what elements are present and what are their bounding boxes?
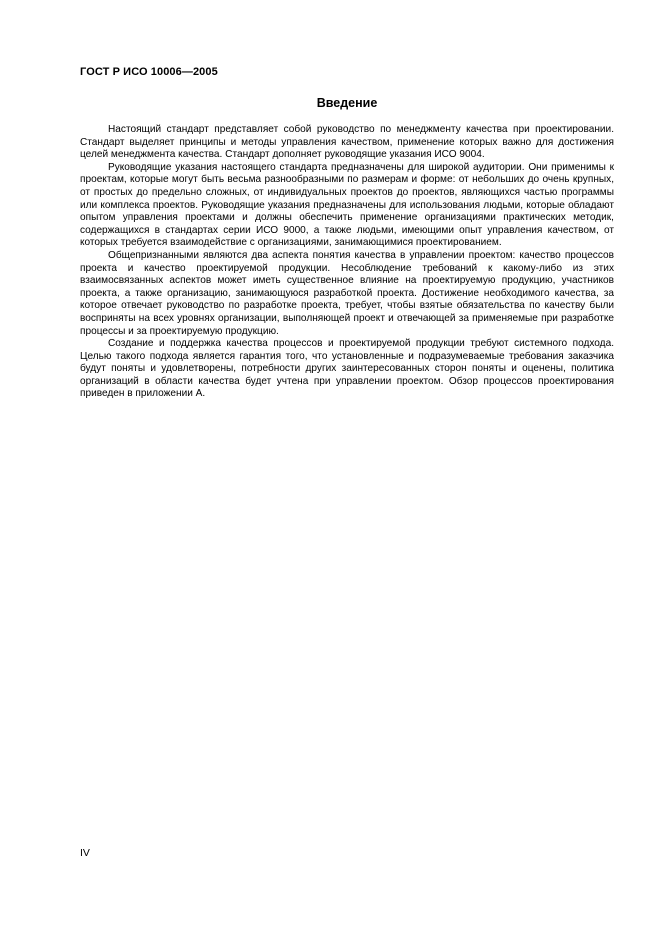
section-title: Введение — [316, 96, 378, 110]
document-header-standard-code: ГОСТ Р ИСО 10006—2005 — [80, 66, 218, 78]
paragraph-4: Создание и поддержка качества процессов и проектируемой продукции требуют системного подхода. Целью такого подхода является гарантия того, что установленные и подразумеваемые требования заказчика будут поняты и удовлетворены, потребности других заинтересованных сторон поняты и оценены, политика организаций в области качества будет учтена при управлении проектом. Обзор процессов проектирования приведен в приложении А. — [80, 338, 614, 400]
introduction-body — [80, 124, 614, 401]
paragraph-2: Руководящие указания настоящего стандарта предназначены для широкой аудитории. Они применимы к проектам, которые могут быть весьма разнообразными по размерам и форме: от небольших до очень крупных, от простых до предельно сложных, от индивидуальных проектов до проектов, являющихся частью программы или комплекса проектов. Руководящие указания предназначены для использования людьми, которые обладают опытом управления проектами и должны обеспечить применение организациями практических методик, содержащихся в стандартах серии ИСО 9000, а также людьми, имеющими опыт управления качеством, от которых требуется взаимодействие с организациями, занимающимися проектированием. — [80, 161, 614, 249]
paragraph-1: Настоящий стандарт представляет собой руководство по менеджменту качества при проектировании. Стандарт выделяет принципы и методы управления качеством, применение которых важно для достижения целей менеджмента качества. Стандарт дополняет руководящие указания ИСО 9004. — [80, 124, 614, 161]
page-number: IV — [80, 847, 90, 859]
paragraph-3: Общепризнанными являются два аспекта понятия качества в управлении проектом: качество процессов проекта и качество проектируемой продукции. Несоблюдение требований к какому-либо из этих взаимосвязанных аспектов может иметь существенное влияние на проектируемую продукцию, участников проекта, а также организацию, занимающуюся разработкой проекта. Достижение необходимого качества, за которое отвечает руководство по разработке проекта, требует, чтобы взятые обязательства по качеству были восприняты на всех уровнях организации, выполняющей проект и отвечающей за применяемые при разработке процессы и за проектируемую продукцию. — [80, 249, 614, 337]
